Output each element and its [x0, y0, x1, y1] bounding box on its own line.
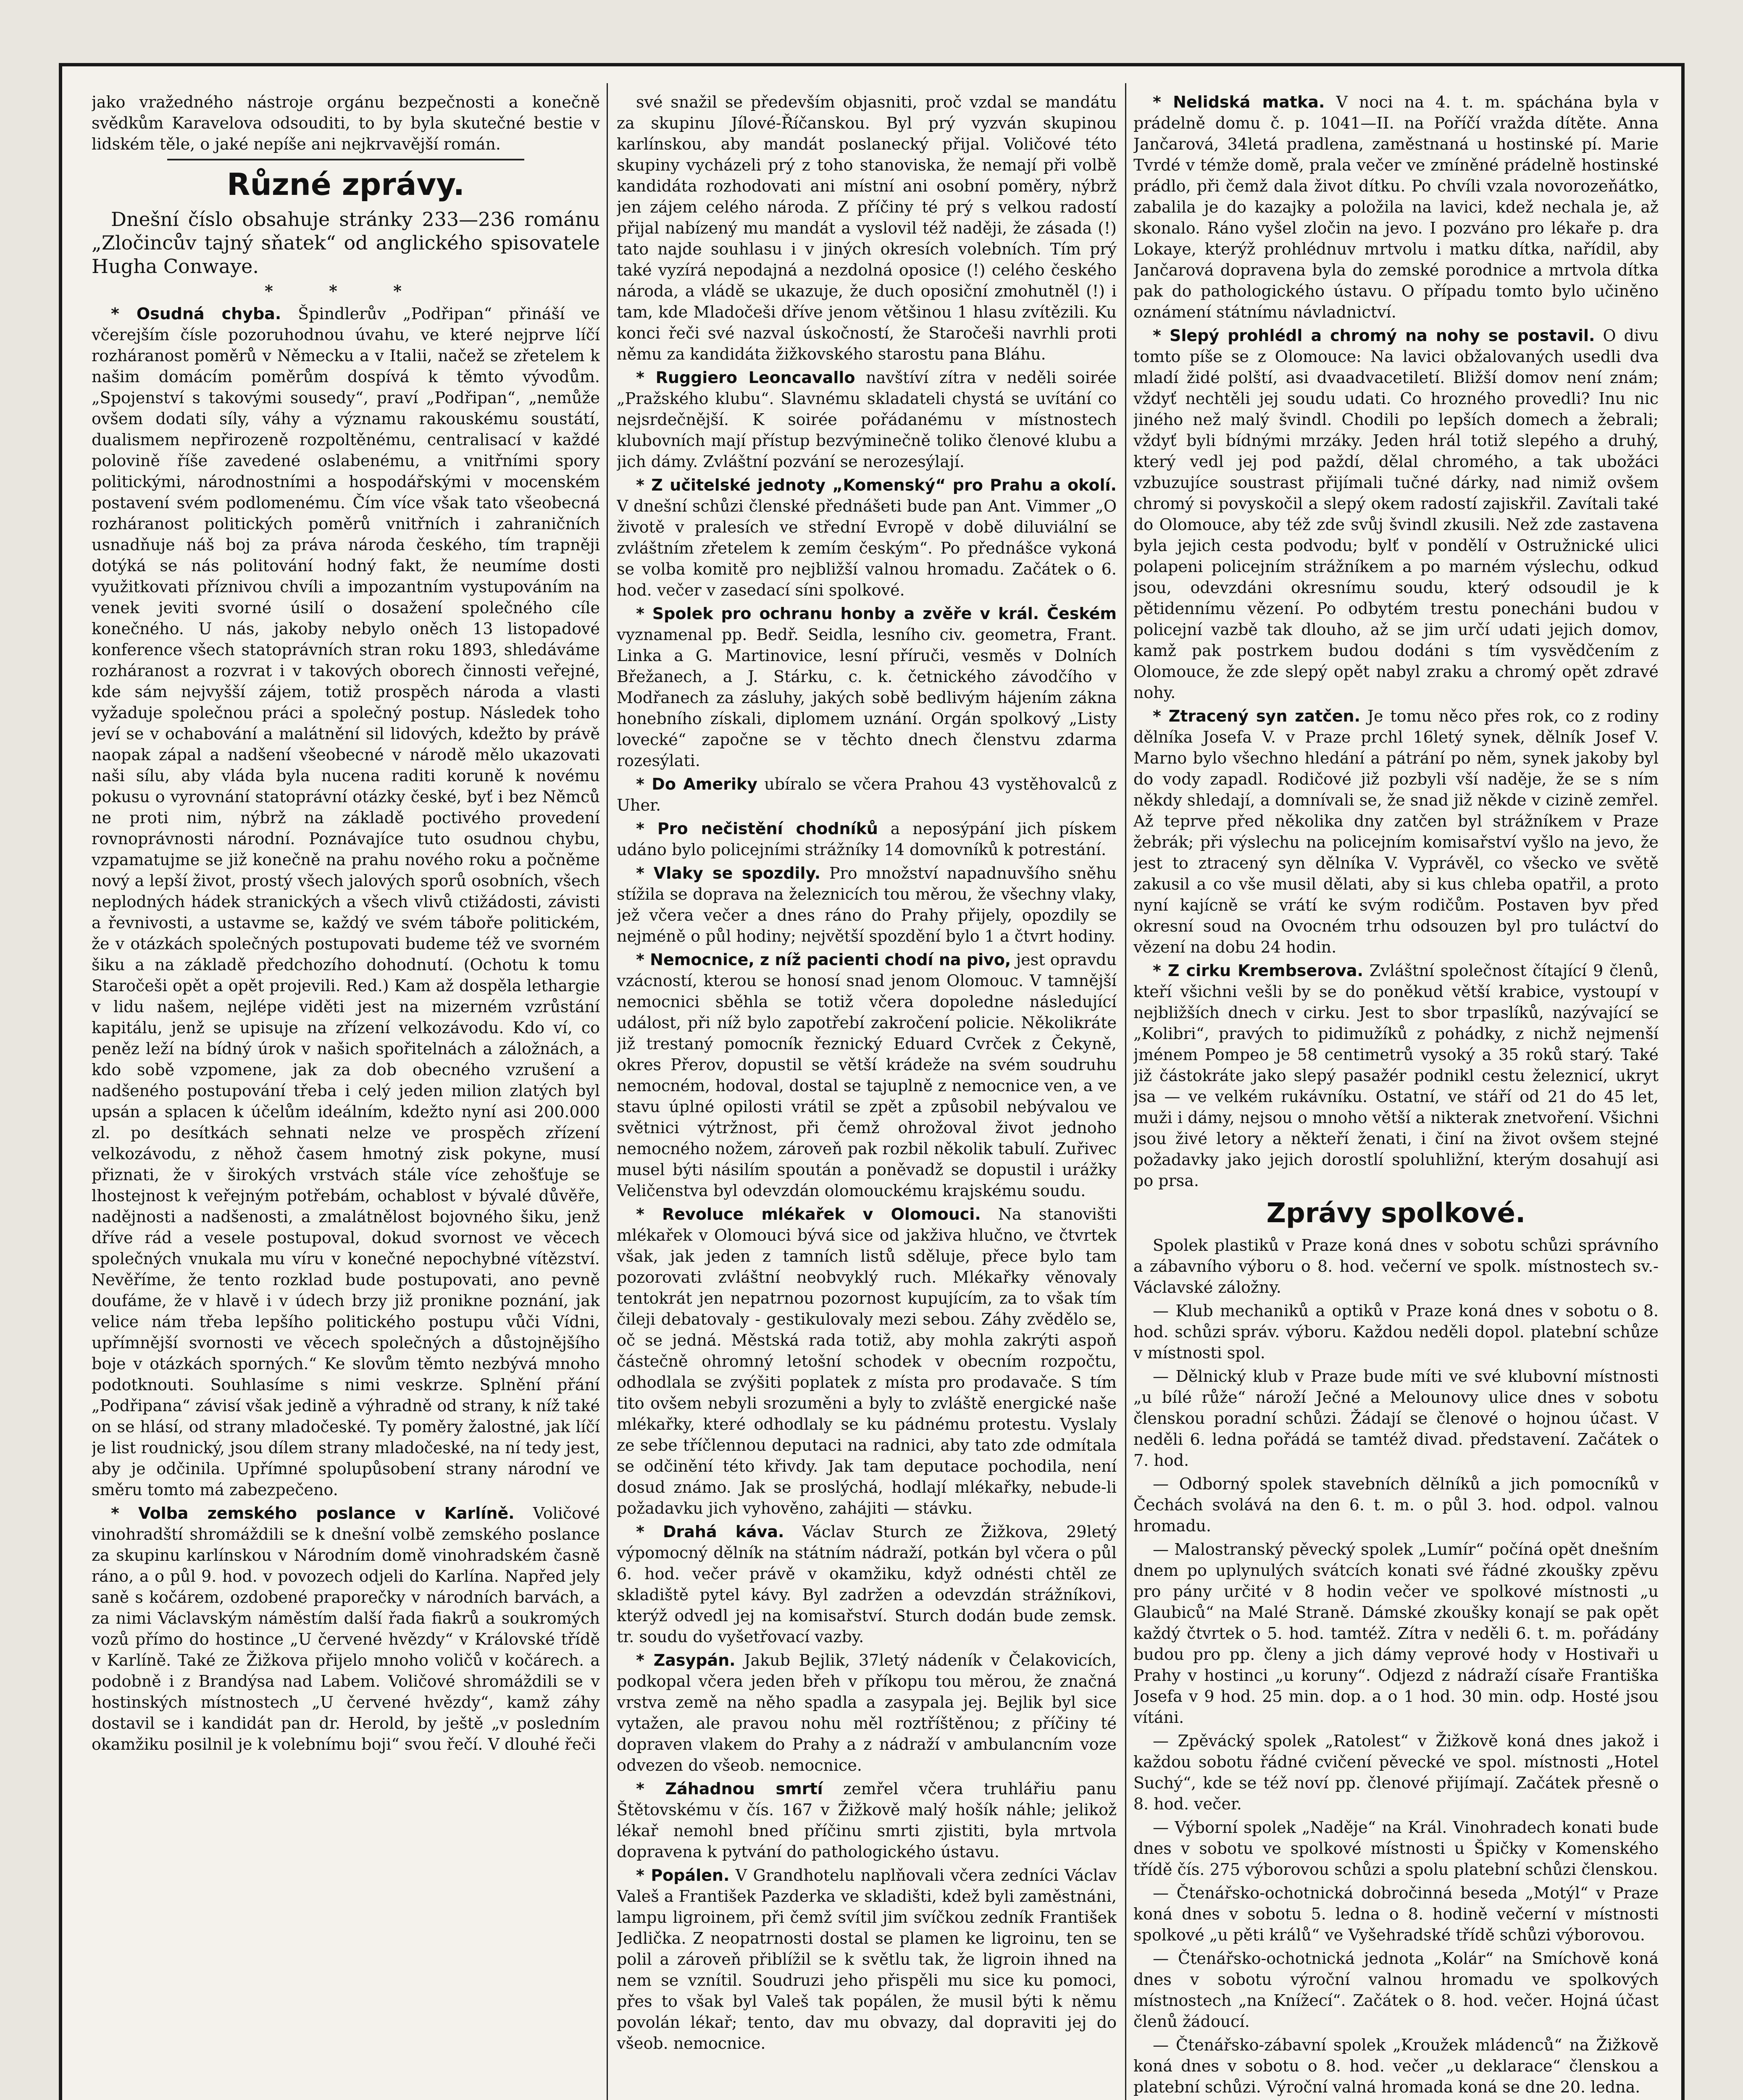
- separator-rule: [167, 159, 524, 160]
- news-item: [1133, 1948, 1659, 2032]
- news-item: [617, 367, 1117, 472]
- news-item-text: Jakub Bejlik, 37letý nádeník v Čelakovicích, podkopal včera jeden břeh v příkopu tou měrou, že značná vrstva země na něho spadla a zasypala jej. Bejlik byl sice vytažen, ale pravou nohu měl roztříštěnou; z příčiny té dopraven vlakem do Prahy a z nádraží v ambulancním voze odvezen do všeob. nemocnice.: [617, 1651, 1117, 1774]
- news-item: [617, 1865, 1117, 2054]
- news-item-text: — Čtenářsko-ochotnická jednota „Kolár“ na Smíchově koná dnes v sobotu výroční valnou hromadu ve spolkových místnostech „na Knížecí“. Začátek o 8. hod. večer. Hojná účast členů žádoucí.: [1133, 1949, 1659, 2031]
- news-item-text: Na stanovišti mlékařek v Olomouci bývá sice od jakživa hlučno, ve čtvrtek však, jak jeden z tamních listů sděluje, přece bylo tam pozorovati zvláštní neobvyklý ruch. Mlékařky věnovaly tentokrát jen nepatrnou pozornost kupujícím, za to však tím čileji debatovaly - gestikulovaly mezi sebou. Záhy zvědělo se, oč se jedná. Městská rada totiž, aby mohla zakrýti aspoň částečně ohromný letošní schodek v obecním rozpočtu, odhodlala se zvýšiti poplatek z místa pro prodavače. S tím tito ovšem nebyli srozuměni a byly to zvláště energické naše mlékařky, které odhodlaly se ku pádnému protestu. Vyslaly ze sebe tříčlennou deputaci na radnici, aby tato zde odmítala se odčinění této křivdy. Jak tam deputace pochodila, není dosud známo. Jak se proslýchá, hodlají mlékařky, nebude-li požadavku jich vyhověno, zahájiti — stávku.: [617, 1205, 1117, 1517]
- news-item-text: navštíví zítra v neděli soirée „Pražského klubu“. Slavnému skladateli chystá se uvítání co nejsrdečnější. K soirée pořádanému v místnostech klubovních mají přístup bezvýminečně toliko členové klubu a jich dámy. Zvláštní pozvání se nerozesýlají.: [617, 368, 1117, 471]
- news-item-title: * Z cirku Krembserova.: [1153, 961, 1363, 980]
- news-item-text: — Dělnický klub v Praze bude míti ve své klubovní místnosti „u bílé růže“ nároží Ječné a Melounovy ulice dnes v sobotu členskou poradní schůzi. Žádají se členové o hojnou účast. V neděli 6. ledna pořádá se tamtéž divad. představení. Začátek o 7. hod.: [1133, 1367, 1659, 1470]
- news-item-text: Špindlerův „Podřipan“ přináší ve včerejším čísle pozoruhodnou úvahu, ve které nejprve líčí rozháranost poměrů v Německu a v Italii, načež se zřetelem k našim domácím poměrům dospívá k těmto vývodům. „Spojenství s takovými sousedy“, praví „Podřipan“, „nemůže ovšem dodati síly, váhy a významu rakouskému soustátí, dualismem nepřirozeně rozpoltěnému, centralisací v každé polovině říše zavedené oslabenému, a vnitřními spory politickými, národnostními a hospodářskými v mocenském postavení svém podlomenému. Čím více však tato všeobecná rozháranost politických poměrů vnitřních i zahraničních usnadňuje náš boj za práva národa českého, tím trapněji dotýká se nás politování hodný fakt, že neumíme dosti využitkovati příznivou chvíli a impozantním vystupováním na venek jeviti svorné úsilí o dosažení společného cíle konečného. U nás, jakoby nebylo oněch 13 listopadové konference všech statoprávních stran roku 1893, shledáváme rozháranost a rozvrat i v takových oborech činnosti veřejné, kde sám nejvyšší zájem, totiž prospěch národa a vlasti vyžaduje společnou práci a společný postup. Následek toho jeví se v ochabování a malátnění sil lidových, kdežto by právě naopak zápal a nadšení všeobecné v národě mělo ukazovati naši sílu, aby vláda byla nucena raditi koruně k novému pokusu o vyrovnání statoprávní otázky české, byť i bez Němců ne proti nim, nýbrž na základě poctivého provedení rovnoprávnosti národní. Poznávajíce tuto osudnou chybu, vzpamatujme se již konečně na prahu nového roku a počněme nový a lepší život, prostý všech jalových sporů osobních, všech neplodných hádek stranických a všech vlivů ctižádosti, závisti a řevnivosti, a ustavme se, každý ve svém táboře politickém, že v otázkách společných postupovati budeme též ve svorném šiku a na základě předchozího dohodnutí. (Ochotu k tomu Staročeši opět a opět projevili. Red.) Kam až dospěla lethargie v lidu našem, nejlépe viděti jest na mizerném vzrůstání kapitálu, jenž se upisuje na zřízení velkozávodu. Kdo ví, co peněz leží na bídný úrok v našich spořitelnách a záložnách, a kdo sobě vzpomene, jak za dob obecného vzrušení a nadšeného postupování třeba i celý jeden milion zlatých byl upsán a splacen k účelům ideálním, kdežto nyní asi 200.000 zl. po desítkách sehnati nelze ve prospěch zřízení velkozávodu, z něhož časem hmotný zisk pokyne, musí přiznati, že v širokých vrstvách stále více zehošťuje se lhostejnost k veřejným potřebám, ochablost v bývalé důvěře, nadějnosti a nadšenosti, a zmalátnělost bojovného šiku, jenž dříve rád a vesele postupoval, dokud svornost ve věcech společných vnukala mu víru v konečné nepochybné vítězství. Nevěříme, že tento rozklad bude postupovati, ano pevně doufáme, že v hlavě i v údech brzy již pronikne poznání, jak velice nám třeba lepšího politického postupu vůči Vídni, upřímnější svornosti ve věcech společných a důstojnějšího boje v otázkách sporných.“ Ke slovům těmto nezbývá mnoho podotknouti. Souhlasíme s nimi veskrze. Splnění přání „Podřipana“ závisí však jedině a výhradně od strany, k níž také on se hlásí, od strany mladočeské. Ty poměry žalostné, jak líčí je list roudnický, jsou dílem strany mladočeské, na ní tedy jest, aby je odčinila. Upřímné spolupůsobení strany národní ve směru tomto má zabezpečeno.: [92, 304, 600, 1499]
- news-item-text: Zvláštní společnost čítající 9 členů, kteří všichni vešli by se do poněkud větší krabice, vystoupí v nejbližších dnech v cirku. Jest to sbor trpaslíků, nazývající se „Kolibri“, pravých to pidimužíků z pohádky, z nichž nejmenší jménem Pompeo je 58 centimetrů vysoký a 35 roků starý. Také již částokráte jako slepý pasažér podnikl cestu železnicí, ukryt jsa — ve velkém rukávníku. Ostatní, ve stáří od 21 do 45 let, muži i dámy, nejsou o mnoho větší a nikterak znetvoření. Všichni jsou živé letory a někteří ženati, i činí na život ovšem stejné požadavky jako jejich dorostlí spoluhližní, kterým dosahují asi po prsa.: [1133, 961, 1659, 1190]
- newspaper-page: [59, 63, 1685, 2100]
- news-item-text: — Malostranský pěvecký spolek „Lumír“ počíná opět dnešním dnem po uplynulých svátcích konati své řádné zkoušky zpěvu pro pány určité v 8 hodin večer ve spolkové místnosti „u Glaubiců“ na Malé Straně. Dámské zkoušky konají se pak opět každý čtvrtek o 5. hod. tamtéž. Zítra v neděli 6. t. m. pořádány budou pro pp. členy a jich dámy veprové hody v Hostivaři u Prahy v hostinci „u koruny“. Odjezd z nádraží císaře Františka Josefa v 9 hod. 25 min. dop. a o 1 hod. 30 min. odp. Hosté jsou vítáni.: [1133, 1540, 1659, 1727]
- column-divider: [607, 83, 608, 2100]
- column-divider: [1125, 83, 1126, 2100]
- news-item-text: — Čtenářsko-ochotnická dobročinná beseda „Motýl“ v Praze koná dnes v sobotu 5. ledna o 8. hodině večerní v místnosti spolkové „u pěti králů“ ve Vyšehradské třídě schůzi výborovou.: [1133, 1884, 1659, 1944]
- news-item: [1133, 960, 1659, 1191]
- news-item: [617, 475, 1117, 601]
- news-item-title: * Nelidská matka.: [1153, 93, 1325, 111]
- news-item: [617, 818, 1117, 860]
- news-item-title: * Ztracený syn zatčen.: [1153, 707, 1361, 725]
- issue-notice: Dnešní číslo obsahuje stránky 233—236 románu „Zločincův tajný sňatek“ od anglického spisovatele Hugha Conwaye.: [92, 208, 600, 278]
- news-item: [1133, 1366, 1659, 1471]
- news-item: [617, 863, 1117, 947]
- news-list: [92, 303, 600, 1755]
- news-item: [617, 1521, 1117, 1647]
- column-2: [617, 92, 1117, 2100]
- news-item: [1133, 1730, 1659, 1814]
- news-item-text: Voličové vinohradští shromáždili se k dnešní volbě zemského poslance za skupinu karlínskou v Národním domě vinohradském časně ráno, a o půl 9. hod. v povozech odjeli do Karlína. Napřed jely saně s kočárem, ozdobené praporečky v národních barvách, a za nimi Václavským náměstím další řada fiakrů a soukromých vozů přímo do hostince „U červené hvězdy“ v Královské třídě v Karlíně. Také ze Žižkova přijelo mnoho voličů v kočárech. a podobně i z Brandýsa nad Labem. Voličové shromáždili se v hostinských místnostech „U červené hvězdy“, kamž záhy dostavil se i kandidát pan dr. Herold, by ještě „v posledním okamžiku posilnil je k volebnímu boji“ svou řečí. V dlouhé řeči: [92, 1504, 600, 1754]
- news-item-text: Václav Sturch ze Žižkova, 29letý výpomocný dělník na státním nádraží, potkán byl včera o půl 6. hod. večer právě v okamžiku, když odnésti chtěl ze skladiště pytel kávy. Byl zadržen a odevzdán strážníkovi, kterýž odvedl jej na komisařství. Sturch dodán bude zemsk. tr. soudu do vyšetřovací vazby.: [617, 1522, 1117, 1646]
- news-item: [1133, 92, 1659, 323]
- news-item-text: vyznamenal pp. Bedř. Seidla, lesního civ. geometra, Frant. Linka a G. Martinovice, lesní příruči, vesměs v Dolních Břežanech, a J. Stárku, c. k. četnického závodčího v Modřanech za zásluhy, jakých sobě bedlivým hájením zákna honebního získali, diplomem uznání. Orgán spolkový „Listy lovecké“ započne se v těchto dnech členstvu zdarma rozesýlati.: [617, 625, 1117, 770]
- article-continuation: jako vražedného nástroje orgánu bezpečnosti a konečně svědkům Karavelova odsouditi, to by byla skutečné bestie v lidském těle, o jaké nepíše ani nejkrvavější román.: [92, 93, 600, 153]
- news-list: [617, 92, 1117, 2054]
- news-item-title: * Revoluce mlékařek v Olomouci.: [636, 1205, 981, 1223]
- news-item-title: * Slepý prohlédl a chromý na nohy se postavil.: [1153, 326, 1595, 345]
- news-item-title: * Volba zemského poslance v Karlíně.: [111, 1504, 515, 1522]
- news-item: [617, 1204, 1117, 1519]
- club-news-list: [1133, 1235, 1659, 2100]
- news-item: [1133, 706, 1659, 958]
- news-item: [1133, 325, 1659, 703]
- news-item-text: — Čtenářsko-zábavní spolek „Kroužek mládenců“ na Žižkově koná dnes v sobotu o 8. hod. večer „u deklarace“ členskou a platební schůzi. Výroční valná hromada koná se dne 20. ledna.: [1133, 2036, 1659, 2096]
- news-item-title: * Spolek pro ochranu honby a zvěře v král. Českém: [636, 604, 1117, 623]
- news-item-title: * Drahá káva.: [636, 1522, 784, 1541]
- news-item: [617, 603, 1117, 771]
- news-item: [1133, 1473, 1659, 1536]
- news-item-title: * Ruggiero Leoncavallo: [636, 368, 855, 387]
- news-item: [617, 949, 1117, 1201]
- news-item-title: * Nemocnice, z níž pacienti chodí na pivo,: [636, 950, 1011, 969]
- news-item: [617, 1778, 1117, 1862]
- news-item: [617, 1650, 1117, 1776]
- news-item-title: * Do Ameriky: [636, 775, 757, 793]
- section-heading: Různé zprávy.: [227, 167, 465, 202]
- news-item-title: * Pro nečistění chodníků: [636, 819, 878, 838]
- column-3: [1133, 92, 1659, 2100]
- news-item: [1133, 1300, 1659, 1363]
- news-item-text: — Zpěvácký spolek „Ratolest“ v Žižkově koná dnes jakož i každou sobotu řádné cvičení pěvecké ve spol. místnosti „Hotel Suchý“, kde se též noví pp. členové přijímají. Začátek přesně o 8. hod. večer.: [1133, 1732, 1659, 1813]
- news-item-text: jest opravdu vzácností, kterou se honosí snad jenom Olomouc. V tamnější nemocnici sběhla se totiž včera dopoledne následující událost, při níž bylo zapotřebí zakročení policie. Několikráte již trestaný pomocník řeznický Eduard Cvrček z Čekyně, okres Přerov, dopustil se větší krádeže na svém soudruhu nemocném, hodoval, dostal se tajuplně z nemocnice ven, a ve stavu úplné opilosti vrátil se zpět a způsobil nebývalou ve světnici výtržnost, při čemž ohrožoval život jednoho nemocného nožem, zároveň pak rozbil několik tabulí. Zuřivec musel býti násilím spoután a poněvadž se dopustil i urážky Veličenstva byl odevzdán olomouckému krajskému soudu.: [617, 950, 1117, 1200]
- news-item: [1133, 1817, 1659, 1880]
- news-item-text: Je tomu něco přes rok, co z rodiny dělníka Josefa V. v Praze prchl 16letý synek, dělník Josef V. Marno bylo všechno hledání a pátrání po něm, synek jakoby byl do vody zapadl. Rodičové již pozbyli vší naděje, že se s ním někdy shledají, a domnívali se, že snad již někde v cizině zemřel. Až teprve před několika dny zatčen byl strážníkem v Praze žebrák; při výslechu na policejním komisařství vyšlo na jevo, že jest to ztracený syn dělníka V. Vyprávěl, co všecko ve světě zakusil a co vše musil dělati, aby si kus chleba opatřil, a proto nyní kajícně se vrátí ke svým rodičům. Postaven byv před okresní soud na Ovocném trhu odsouzen byl pro tuláctví do vězení na dobu 24 hodin.: [1133, 707, 1659, 956]
- news-item: [1133, 1882, 1659, 1945]
- news-item-text: V noci na 4. t. m. spáchána byla v prádelně domu č. p. 1041—II. na Poříčí vražda dítěte. Anna Jančarová, 34letá pradlena, zaměstnaná u hostinské pí. Marie Tvrdé v témže domě, prala večer ve zmíněné prádelně hostinské prádlo, při čemž dala život dítku. Po chvíli vzala novorozeňátko, zabalila je do kazajky a položila na lavici, kdež nechala je, až skonalo. Ráno vyšel zločin na jevo. I pozváno pro lékaře p. dra Lokaye, kterýž prohlédnuv mrtvolu i matku dítka, nařídil, aby Jančarová dopravena byla do zemské porodnice a mrtvola dítka pak do pathologického ústavu. O případu tomto bylo učiněno oznámení státnímu návladnictví.: [1133, 93, 1659, 321]
- news-item-text: V Grandhotelu naplňovali včera zedníci Václav Valeš a František Pazderka ve skladišti, kdež byli zaměstnáni, lampu ligroinem, při čemž svítil jim svíčkou zedník František Jedlička. Z neopatrnosti dostal se plamen ke ligroinu, ten se polil a zároveň přiblížil se k světlu tak, že ligroin ihned na nem se vznítil. Soudruzi jeho přispěli mu sice ku pomoci, přes to však byl Valeš tak popálen, že musil býti k němu povolán lékař; tento, dav mu obvazy, dal dopraviti jej do všeob. nemocnice.: [617, 1866, 1117, 2053]
- stars-divider: * * *: [264, 281, 427, 300]
- news-item-title: * Zasypán.: [636, 1651, 736, 1670]
- news-item-text: Spolek plastiků v Praze koná dnes v sobotu schůzi správního a zábavního výboru o 8. hod. večerní ve spolk. místnostech sv.-Václavské záložny.: [1133, 1236, 1659, 1297]
- news-item-text: O divu tomto píše se z Olomouce: Na lavici obžalovaných usedli dva mladí židé polští, asi dvaadvacetiletí. Bližší domov není znám; vždyť nechtěli jej soudu udati. Co hrozného provedli? Inu nic jiného než malý švindl. Chodili po lepších domech a žebrali; vždyť byli bídnými mrzáky. Jeden hrál totiž slepého a druhý, který vedl jej pod paždí, dělal chromého, a tak ubožáci vzbuzujíce soustrast přijímali tučné dárky, nad nimiž ovšem chromý si povyskočil a slepý okem radostí zajiskřil. Zavítali také do Olomouce, aby též zde svůj švindl zkusili. Než zde zastavena byla jejich cesta podvodu; bylť v pondělí v Ostružnické ulici polapeni policejním strážníkem a po marném výslechu, odkud jsou, odevzdáni okresnímu soudu, který odsoudil je k pětidennímu vězení. Po odbytém trestu ponecháni budou v policejní vazbě tak dlouho, až se jim určí udati jejich domov, kamž pak postrkem budou dodáni s tím vysvědčením z Olomouce, že zde slepý opět nabyl zraku a chromý opět zdravé nohy.: [1133, 326, 1659, 702]
- news-item-text: V dnešní schůzi členské přednášeti bude pan Ant. Vimmer „O životě v pralesích ve střední Evropě v době diluviální se zvláštním zřetelem k zemím českým“. Po přednášce vykoná se volba komitě pro nejbližší valnou hromadu. Začátek o 6. hod. večer v zasedací síni spolkové.: [617, 497, 1117, 599]
- news-item-text: Pro množství napadnuvšího sněhu stížila se doprava na železnicích tou měrou, že všechny vlaky, jež včera večer a dnes ráno do Prahy přijely, opozdily se nejméně o půl hodiny; největší spozdění bylo 1 a čtvrt hodiny.: [617, 864, 1117, 945]
- news-item: [92, 303, 600, 1500]
- news-item-text: — Klub mechaniků a optiků v Praze koná dnes v sobotu o 8. hod. schůzi správ. výboru. Každou neděli dopol. platební schůze v místnosti spol.: [1133, 1302, 1659, 1362]
- news-item-title: * Vlaky se spozdily.: [636, 864, 821, 882]
- news-item-text: zemřel včera truhlářiu panu Štětovskému v čís. 167 v Žižkově malý hošík náhle; jelikož lékař nemohl bned příčinu smrti zjistiti, byla mrtvola dopravena k pytvání do pathologického ústavu.: [617, 1780, 1117, 1861]
- news-item-title: * Popálen.: [636, 1866, 730, 1885]
- section-heading: Zprávy spolkové.: [1266, 1198, 1526, 1229]
- news-item: [1133, 1235, 1659, 1298]
- news-item: [1133, 1539, 1659, 1728]
- news-item-title: * Záhadnou smrtí: [636, 1780, 823, 1798]
- column-1: [92, 92, 600, 2100]
- news-item-text: — Odborný spolek stavebních dělníků a jich pomocníků v Čechách svolává na den 6. t. m. o půl 3. hod. odpol. valnou hromadu.: [1133, 1475, 1659, 1535]
- news-item-text: své snažil se především objasniti, proč vzdal se mandátu za skupinu Jílové-Říčanskou. Byl prý vyzván skupinou karlínskou, aby mandát poslanecký přijal. Voličové této skupiny vycházeli prý z toho stanoviska, že nemají při volbě kandidáta rozhodovati ani místní ani osobní poměry, nýbrž jen zájem celého národa. Z příčiny té prý s velkou radostí přijal nabízený mu mandát a vyslovil též naději, že zásada (!) tato najde souhlasu i v jiných okresích volebních. Tím prý také vyzírá nepodajná a nezdolná oposice (!) celého českého národa, a vládě se ukazuje, že duch oposiční zmohutněl (!) i tam, kde Mladočeši dříve jenom většinou 1 hlasu zvítězili. Ku konci řeči své nazval úskočností, že Staročeši navrhli proti němu za kandidáta žižkovského starostu pana Bláhu.: [617, 93, 1117, 363]
- news-item-title: * Z učitelské jednoty „Komenský“ pro Prahu a okolí.: [636, 476, 1117, 494]
- news-item-text: ubíralo se včera Prahou 43 vystěhovalců z Uher.: [617, 775, 1117, 814]
- news-item-text: — Výborní spolek „Naděje“ na Král. Vinohradech konati bude dnes v sobotu ve spolkové místnosti u Špičky v Komenského třídě čís. 275 výborovou schůzi a spolu platební schůzi členskou.: [1133, 1818, 1659, 1879]
- news-item: [92, 1503, 600, 1755]
- news-item: [617, 92, 1117, 365]
- news-item: [617, 774, 1117, 816]
- news-item-text: a neposýpání jich pískem udáno bylo policejními strážníky 14 domovníků k potrestání.: [617, 819, 1117, 859]
- news-item-title: * Osudná chyba.: [111, 304, 281, 323]
- news-item: [1133, 2034, 1659, 2097]
- news-list: [1133, 92, 1659, 1191]
